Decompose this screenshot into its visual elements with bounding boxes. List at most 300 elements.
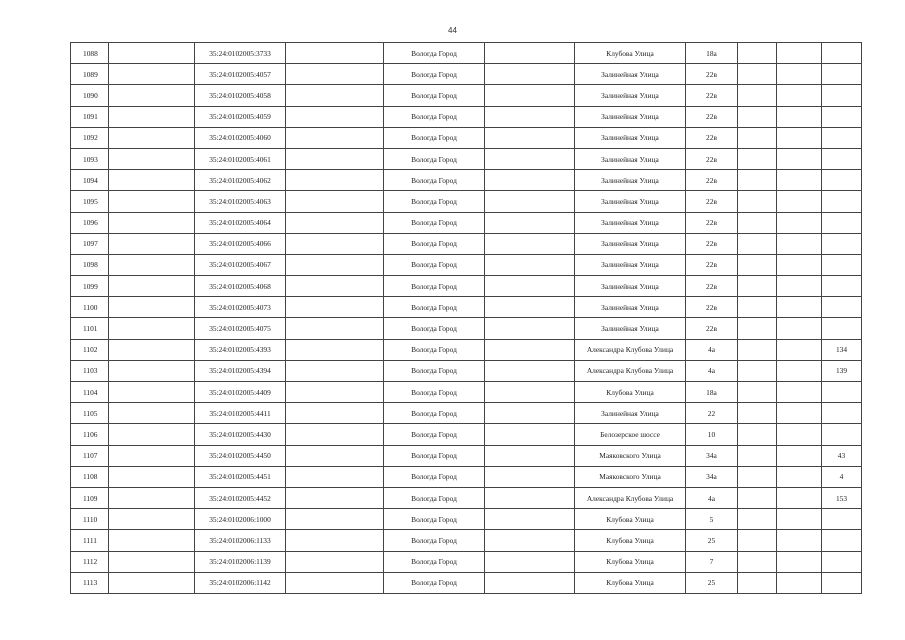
table-row [71,487,862,508]
empty-cell [738,572,777,593]
table-row [71,360,862,381]
empty-cell [777,318,822,339]
empty-cell [485,466,575,487]
empty-cell [109,403,195,424]
street-cell: Залинейная Улица [575,297,686,318]
apartment-number-cell: 139 [822,360,862,381]
house-number-cell: 34а [686,445,738,466]
cadastral-number-cell: 35:24:0102005:4450 [195,445,286,466]
city-cell: Вологда Город [384,148,485,169]
street-cell: Залинейная Улица [575,85,686,106]
registry-table [70,42,862,594]
house-number-cell: 10 [686,424,738,445]
empty-cell [109,382,195,403]
empty-cell [738,318,777,339]
empty-cell [777,212,822,233]
empty-cell [286,233,384,254]
row-number-cell: 1089 [71,64,109,85]
table-row [71,318,862,339]
empty-cell [738,148,777,169]
city-cell: Вологда Город [384,297,485,318]
empty-cell [286,572,384,593]
empty-cell [485,382,575,403]
empty-cell [738,276,777,297]
row-number-cell: 1091 [71,106,109,127]
apartment-number-cell [822,509,862,530]
empty-cell [777,170,822,191]
empty-cell [777,276,822,297]
empty-cell [485,424,575,445]
table-row [71,85,862,106]
house-number-cell: 25 [686,530,738,551]
empty-cell [286,297,384,318]
empty-cell [286,509,384,530]
empty-cell [738,509,777,530]
cadastral-number-cell: 35:24:0102005:4393 [195,339,286,360]
empty-cell [485,85,575,106]
empty-cell [109,318,195,339]
street-cell: Маяковского Улица [575,466,686,487]
row-number-cell: 1108 [71,466,109,487]
house-number-cell: 22в [686,148,738,169]
empty-cell [286,254,384,275]
city-cell: Вологда Город [384,191,485,212]
row-number-cell: 1088 [71,43,109,64]
apartment-number-cell [822,85,862,106]
empty-cell [109,254,195,275]
street-cell: Залинейная Улица [575,191,686,212]
street-cell: Залинейная Улица [575,64,686,85]
empty-cell [777,466,822,487]
empty-cell [286,148,384,169]
empty-cell [485,297,575,318]
row-number-cell: 1095 [71,191,109,212]
table-row [71,233,862,254]
empty-cell [777,382,822,403]
house-number-cell: 22 [686,403,738,424]
empty-cell [485,530,575,551]
city-cell: Вологда Город [384,360,485,381]
empty-cell [485,487,575,508]
cadastral-number-cell: 35:24:0102006:1142 [195,572,286,593]
apartment-number-cell [822,148,862,169]
row-number-cell: 1100 [71,297,109,318]
empty-cell [286,106,384,127]
empty-cell [738,233,777,254]
empty-cell [738,403,777,424]
apartment-number-cell [822,424,862,445]
empty-cell [109,339,195,360]
street-cell: Клубова Улица [575,530,686,551]
empty-cell [738,339,777,360]
cadastral-number-cell: 35:24:0102005:4068 [195,276,286,297]
cadastral-number-cell: 35:24:0102005:4061 [195,148,286,169]
cadastral-number-cell: 35:24:0102006:1000 [195,509,286,530]
row-number-cell: 1094 [71,170,109,191]
empty-cell [109,445,195,466]
table-row [71,64,862,85]
empty-cell [286,487,384,508]
empty-cell [109,148,195,169]
city-cell: Вологда Город [384,445,485,466]
empty-cell [485,551,575,572]
apartment-number-cell [822,43,862,64]
house-number-cell: 4а [686,487,738,508]
row-number-cell: 1090 [71,85,109,106]
street-cell: Залинейная Улица [575,233,686,254]
apartment-number-cell [822,572,862,593]
empty-cell [109,530,195,551]
empty-cell [738,64,777,85]
apartment-number-cell [822,106,862,127]
street-cell: Белозерское шоссе [575,424,686,445]
cadastral-number-cell: 35:24:0102005:4066 [195,233,286,254]
empty-cell [286,551,384,572]
empty-cell [109,106,195,127]
cadastral-number-cell: 35:24:0102005:4430 [195,424,286,445]
city-cell: Вологда Город [384,254,485,275]
table-row [71,339,862,360]
city-cell: Вологда Город [384,509,485,530]
cadastral-number-cell: 35:24:0102005:4064 [195,212,286,233]
street-cell: Клубова Улица [575,572,686,593]
empty-cell [109,64,195,85]
cadastral-number-cell: 35:24:0102005:4059 [195,106,286,127]
street-cell: Залинейная Улица [575,212,686,233]
row-number-cell: 1110 [71,509,109,530]
city-cell: Вологда Город [384,212,485,233]
city-cell: Вологда Город [384,487,485,508]
empty-cell [777,403,822,424]
house-number-cell: 22в [686,170,738,191]
table-row [71,530,862,551]
cadastral-number-cell: 35:24:0102005:3733 [195,43,286,64]
empty-cell [286,212,384,233]
empty-cell [109,170,195,191]
empty-cell [286,382,384,403]
table-row [71,509,862,530]
empty-cell [286,360,384,381]
street-cell: Залинейная Улица [575,106,686,127]
empty-cell [286,127,384,148]
empty-cell [485,318,575,339]
empty-cell [738,170,777,191]
empty-cell [485,339,575,360]
empty-cell [109,43,195,64]
cadastral-number-cell: 35:24:0102005:4075 [195,318,286,339]
empty-cell [777,233,822,254]
house-number-cell: 34а [686,466,738,487]
apartment-number-cell [822,191,862,212]
empty-cell [738,85,777,106]
apartment-number-cell [822,318,862,339]
row-number-cell: 1104 [71,382,109,403]
empty-cell [777,424,822,445]
empty-cell [485,191,575,212]
house-number-cell: 22в [686,254,738,275]
empty-cell [286,530,384,551]
table-row [71,551,862,572]
row-number-cell: 1099 [71,276,109,297]
city-cell: Вологда Город [384,530,485,551]
apartment-number-cell: 134 [822,339,862,360]
empty-cell [738,106,777,127]
empty-cell [777,530,822,551]
street-cell: Александра Клубова Улица [575,360,686,381]
empty-cell [777,572,822,593]
registry-rows [71,43,862,594]
cadastral-number-cell: 35:24:0102005:4067 [195,254,286,275]
cadastral-number-cell: 35:24:0102005:4394 [195,360,286,381]
table-row [71,297,862,318]
city-cell: Вологда Город [384,106,485,127]
empty-cell [485,106,575,127]
empty-cell [777,360,822,381]
empty-cell [485,572,575,593]
city-cell: Вологда Город [384,64,485,85]
empty-cell [485,43,575,64]
empty-cell [286,445,384,466]
street-cell: Александра Клубова Улица [575,487,686,508]
empty-cell [109,85,195,106]
empty-cell [485,360,575,381]
city-cell: Вологда Город [384,318,485,339]
empty-cell [738,254,777,275]
cadastral-number-cell: 35:24:0102006:1139 [195,551,286,572]
empty-cell [286,318,384,339]
empty-cell [777,509,822,530]
row-number-cell: 1101 [71,318,109,339]
apartment-number-cell [822,530,862,551]
table-row [71,106,862,127]
house-number-cell: 22в [686,276,738,297]
empty-cell [485,127,575,148]
house-number-cell: 22в [686,191,738,212]
empty-cell [286,191,384,212]
table-row [71,127,862,148]
cadastral-number-cell: 35:24:0102006:1133 [195,530,286,551]
table-row [71,382,862,403]
empty-cell [109,487,195,508]
empty-cell [109,233,195,254]
table-row [71,43,862,64]
table-row [71,445,862,466]
row-number-cell: 1107 [71,445,109,466]
street-cell: Залинейная Улица [575,276,686,297]
empty-cell [286,276,384,297]
apartment-number-cell [822,382,862,403]
cadastral-number-cell: 35:24:0102005:4452 [195,487,286,508]
empty-cell [485,64,575,85]
row-number-cell: 1092 [71,127,109,148]
empty-cell [738,43,777,64]
cadastral-number-cell: 35:24:0102005:4411 [195,403,286,424]
empty-cell [485,254,575,275]
row-number-cell: 1106 [71,424,109,445]
empty-cell [738,191,777,212]
row-number-cell: 1112 [71,551,109,572]
table-row [71,572,862,593]
apartment-number-cell [822,64,862,85]
row-number-cell: 1111 [71,530,109,551]
empty-cell [286,43,384,64]
city-cell: Вологда Город [384,424,485,445]
street-cell: Залинейная Улица [575,148,686,169]
empty-cell [738,445,777,466]
empty-cell [485,403,575,424]
table-row [71,191,862,212]
city-cell: Вологда Город [384,466,485,487]
empty-cell [109,212,195,233]
apartment-number-cell [822,233,862,254]
apartment-number-cell [822,403,862,424]
row-number-cell: 1102 [71,339,109,360]
empty-cell [777,445,822,466]
street-cell: Залинейная Улица [575,254,686,275]
house-number-cell: 22в [686,85,738,106]
street-cell: Залинейная Улица [575,127,686,148]
empty-cell [777,297,822,318]
house-number-cell: 22в [686,212,738,233]
street-cell: Залинейная Улица [575,318,686,339]
row-number-cell: 1103 [71,360,109,381]
street-cell: Александра Клубова Улица [575,339,686,360]
city-cell: Вологда Город [384,43,485,64]
table-row [71,254,862,275]
house-number-cell: 22в [686,64,738,85]
row-number-cell: 1113 [71,572,109,593]
empty-cell [738,466,777,487]
street-cell: Клубова Улица [575,382,686,403]
table-row [71,424,862,445]
empty-cell [485,212,575,233]
city-cell: Вологда Город [384,276,485,297]
empty-cell [286,85,384,106]
table-row [71,148,862,169]
cadastral-number-cell: 35:24:0102005:4063 [195,191,286,212]
apartment-number-cell [822,127,862,148]
empty-cell [777,191,822,212]
empty-cell [738,551,777,572]
empty-cell [485,509,575,530]
city-cell: Вологда Город [384,572,485,593]
empty-cell [777,487,822,508]
city-cell: Вологда Город [384,339,485,360]
apartment-number-cell [822,254,862,275]
empty-cell [109,297,195,318]
empty-cell [738,382,777,403]
cadastral-number-cell: 35:24:0102005:4073 [195,297,286,318]
apartment-number-cell [822,212,862,233]
apartment-number-cell: 4 [822,466,862,487]
empty-cell [777,254,822,275]
empty-cell [738,212,777,233]
empty-cell [738,127,777,148]
cadastral-number-cell: 35:24:0102005:4062 [195,170,286,191]
empty-cell [738,424,777,445]
empty-cell [738,360,777,381]
row-number-cell: 1109 [71,487,109,508]
cadastral-number-cell: 35:24:0102005:4409 [195,382,286,403]
empty-cell [777,127,822,148]
city-cell: Вологда Город [384,85,485,106]
empty-cell [738,530,777,551]
cadastral-number-cell: 35:24:0102005:4451 [195,466,286,487]
page-number: 44 [448,26,457,35]
empty-cell [485,445,575,466]
empty-cell [109,551,195,572]
empty-cell [738,487,777,508]
table-row [71,276,862,297]
empty-cell [485,170,575,191]
empty-cell [777,106,822,127]
apartment-number-cell: 153 [822,487,862,508]
cadastral-number-cell: 35:24:0102005:4057 [195,64,286,85]
empty-cell [777,43,822,64]
empty-cell [777,339,822,360]
apartment-number-cell: 43 [822,445,862,466]
row-number-cell: 1093 [71,148,109,169]
table-row [71,466,862,487]
empty-cell [485,276,575,297]
empty-cell [109,276,195,297]
city-cell: Вологда Город [384,127,485,148]
city-cell: Вологда Город [384,233,485,254]
empty-cell [777,551,822,572]
row-number-cell: 1105 [71,403,109,424]
city-cell: Вологда Город [384,403,485,424]
empty-cell [777,85,822,106]
city-cell: Вологда Город [384,551,485,572]
empty-cell [109,127,195,148]
house-number-cell: 18а [686,382,738,403]
house-number-cell: 22в [686,318,738,339]
street-cell: Залинейная Улица [575,403,686,424]
street-cell: Клубова Улица [575,509,686,530]
row-number-cell: 1096 [71,212,109,233]
empty-cell [485,233,575,254]
house-number-cell: 22в [686,106,738,127]
row-number-cell: 1098 [71,254,109,275]
house-number-cell: 22в [686,233,738,254]
empty-cell [286,466,384,487]
cadastral-number-cell: 35:24:0102005:4060 [195,127,286,148]
house-number-cell: 22в [686,127,738,148]
empty-cell [286,64,384,85]
city-cell: Вологда Город [384,382,485,403]
house-number-cell: 7 [686,551,738,572]
house-number-cell: 4а [686,339,738,360]
house-number-cell: 18а [686,43,738,64]
empty-cell [109,191,195,212]
city-cell: Вологда Город [384,170,485,191]
empty-cell [286,403,384,424]
house-number-cell: 25 [686,572,738,593]
apartment-number-cell [822,297,862,318]
empty-cell [738,297,777,318]
empty-cell [109,360,195,381]
table-row [71,212,862,233]
street-cell: Залинейная Улица [575,170,686,191]
apartment-number-cell [822,170,862,191]
apartment-number-cell [822,276,862,297]
empty-cell [777,148,822,169]
empty-cell [109,572,195,593]
house-number-cell: 4а [686,360,738,381]
empty-cell [109,466,195,487]
street-cell: Клубова Улица [575,43,686,64]
empty-cell [109,509,195,530]
